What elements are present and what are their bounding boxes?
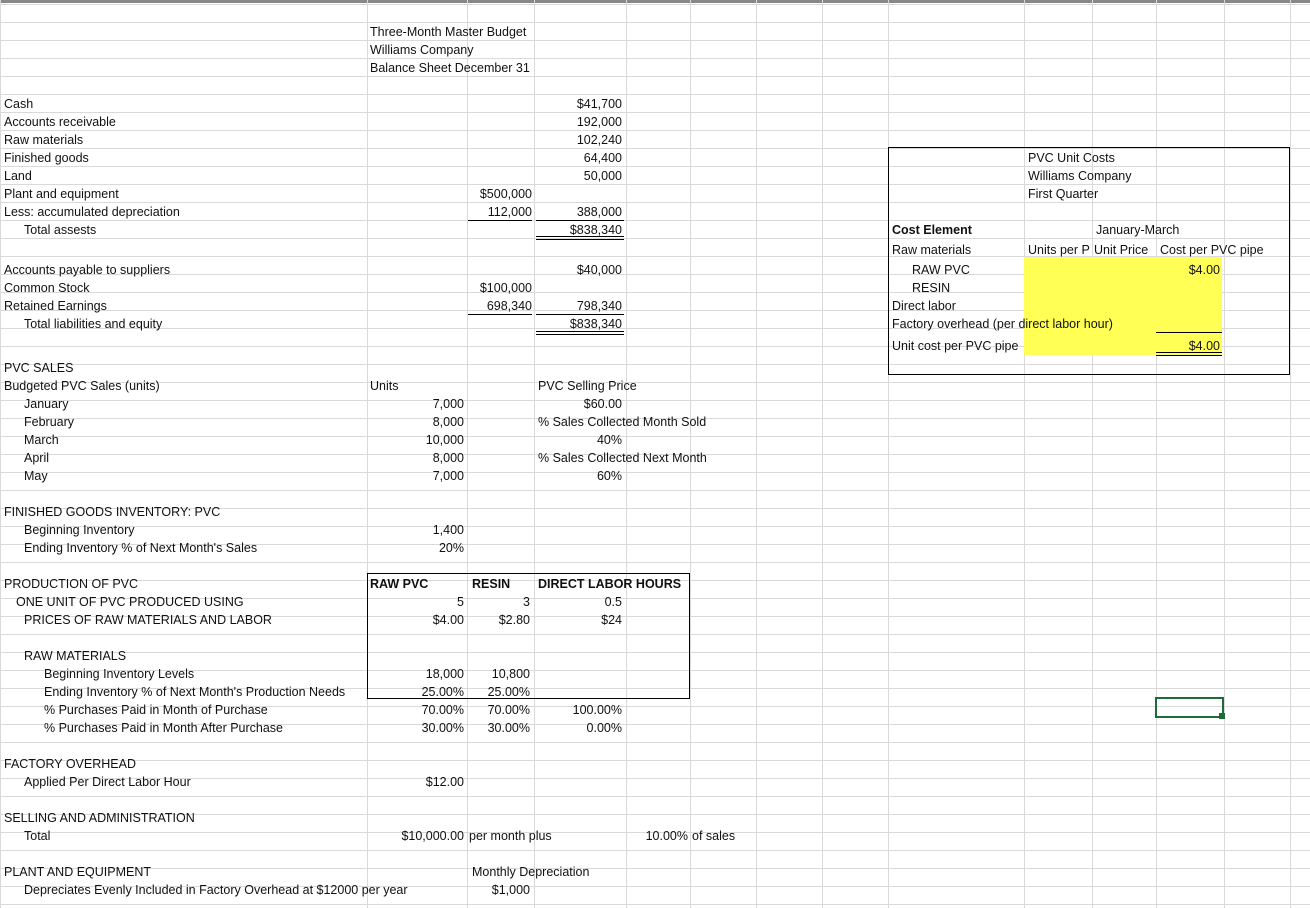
rm-end-resin: 25.00% bbox=[487, 685, 530, 699]
depreciation-label: Less: accumulated depreciation bbox=[4, 205, 180, 219]
prices-dlh: $24 bbox=[601, 613, 622, 627]
uc-raw-materials: Raw materials bbox=[892, 243, 972, 257]
raw-materials-section: RAW MATERIALS bbox=[24, 649, 127, 663]
total-le-value: $838,340 bbox=[569, 317, 622, 331]
total-equity-value: 798,340 bbox=[576, 299, 622, 313]
month-label: March bbox=[24, 433, 59, 447]
cash-label: Cash bbox=[4, 97, 34, 111]
rm-begin-resin: 10,800 bbox=[491, 667, 530, 681]
uc-cost-element: Cost Element bbox=[892, 223, 972, 237]
plant-dep-label: Depreciates Evenly Included in Factory Overhead at $12000 per year bbox=[24, 883, 408, 897]
grid-row-line bbox=[0, 850, 1310, 851]
uc-company: Williams Company bbox=[1028, 169, 1132, 183]
grid-row-line bbox=[0, 742, 1310, 743]
month-units: 7,000 bbox=[432, 469, 464, 483]
underline bbox=[468, 220, 532, 221]
paid-same-raw: 70.00% bbox=[421, 703, 464, 717]
production-section: PRODUCTION OF PVC bbox=[4, 577, 139, 591]
paid-same-dlh: 100.00% bbox=[572, 703, 622, 717]
using-dlh: 0.5 bbox=[604, 595, 622, 609]
selling-pct: 10.00% bbox=[645, 829, 688, 843]
overhead-applied-value: $12.00 bbox=[425, 775, 464, 789]
rm-begin-label: Beginning Inventory Levels bbox=[44, 667, 195, 681]
finished-goods-value: 64,400 bbox=[583, 151, 622, 165]
top-border bbox=[0, 0, 1310, 3]
month-units: 10,000 bbox=[425, 433, 464, 447]
grid-row-line bbox=[0, 400, 1310, 401]
col-direct-labor-hours: DIRECT LABOR HOURS bbox=[538, 577, 682, 591]
uc-col-units: Units per P bbox=[1028, 243, 1090, 257]
plant-value: $500,000 bbox=[479, 187, 532, 201]
col-resin: RESIN bbox=[472, 577, 511, 591]
paid-next-raw: 30.00% bbox=[421, 721, 464, 735]
paid-next-dlh: 0.00% bbox=[586, 721, 622, 735]
ar-value: 192,000 bbox=[576, 115, 622, 129]
overhead-applied-label: Applied Per Direct Labor Hour bbox=[24, 775, 191, 789]
uc-raw-pvc: RAW PVC bbox=[912, 263, 970, 277]
grid-row-line bbox=[0, 40, 1310, 41]
using-label: ONE UNIT OF PVC PRODUCED USING bbox=[16, 595, 244, 609]
month-units: 8,000 bbox=[432, 415, 464, 429]
selling-total-label: Total bbox=[24, 829, 51, 843]
grid-row-line bbox=[0, 112, 1310, 113]
retained-earnings-label: Retained Earnings bbox=[4, 299, 107, 313]
uc-col-cost: Cost per PVC pipe bbox=[1160, 243, 1264, 257]
grid-row-line bbox=[0, 382, 1310, 383]
grid-row-line bbox=[0, 490, 1310, 491]
using-raw: 5 bbox=[457, 595, 464, 609]
plant-section: PLANT AND EQUIPMENT bbox=[4, 865, 152, 879]
uc-resin: RESIN bbox=[912, 281, 951, 295]
double-underline bbox=[536, 236, 624, 240]
month-units: 7,000 bbox=[432, 397, 464, 411]
rm-end-label: Ending Inventory % of Next Month's Production Needs bbox=[44, 685, 346, 699]
selling-total-value: $10,000.00 bbox=[401, 829, 464, 843]
grid-row-line bbox=[0, 472, 1310, 473]
rm-begin-raw: 18,000 bbox=[425, 667, 464, 681]
grid-row-line bbox=[0, 526, 1310, 527]
grid-row-line bbox=[0, 796, 1310, 797]
budgeted-sales-label: Budgeted PVC Sales (units) bbox=[4, 379, 160, 393]
paid-next-label: % Purchases Paid in Month After Purchase bbox=[44, 721, 284, 735]
uc-title: PVC Unit Costs bbox=[1028, 151, 1115, 165]
grid-row-line bbox=[0, 778, 1310, 779]
net-plant-value: 388,000 bbox=[576, 205, 622, 219]
common-stock-label: Common Stock bbox=[4, 281, 90, 295]
uc-unit-cost-value: $4.00 bbox=[1188, 339, 1220, 353]
uc-factory-overhead: Factory overhead (per direct labor hour) bbox=[892, 317, 1113, 331]
land-label: Land bbox=[4, 169, 32, 183]
month-label: February bbox=[24, 415, 75, 429]
grid-row-line bbox=[0, 76, 1310, 77]
pvc-sales-section: PVC SALES bbox=[4, 361, 74, 375]
grid-row-line bbox=[0, 58, 1310, 59]
paid-same-resin: 70.00% bbox=[487, 703, 530, 717]
company-name: Williams Company bbox=[370, 43, 474, 57]
overhead-section: FACTORY OVERHEAD bbox=[4, 757, 136, 771]
uc-quarter: First Quarter bbox=[1028, 187, 1099, 201]
uc-col-price: Unit Price bbox=[1094, 243, 1149, 257]
plant-label: Plant and equipment bbox=[4, 187, 119, 201]
collected-same-value: 40% bbox=[596, 433, 622, 447]
selling-price-value: $60.00 bbox=[583, 397, 622, 411]
double-underline bbox=[1156, 352, 1222, 356]
selected-cell[interactable] bbox=[1155, 697, 1224, 718]
total-assets-value: $838,340 bbox=[569, 223, 622, 237]
ar-label: Accounts receivable bbox=[4, 115, 116, 129]
grid-row-line bbox=[0, 904, 1310, 905]
rm-end-raw: 25.00% bbox=[421, 685, 464, 699]
cash-value: $41,700 bbox=[576, 97, 622, 111]
underline bbox=[468, 314, 532, 315]
ap-label: Accounts payable to suppliers bbox=[4, 263, 171, 277]
fg-inventory-section: FINISHED GOODS INVENTORY: PVC bbox=[4, 505, 221, 519]
total-assets-label: Total assests bbox=[24, 223, 97, 237]
fg-end-value: 20% bbox=[438, 541, 464, 555]
month-units: 8,000 bbox=[432, 451, 464, 465]
monthly-dep-label: Monthly Depreciation bbox=[472, 865, 590, 879]
units-header: Units bbox=[370, 379, 399, 393]
grid-row-line bbox=[0, 868, 1310, 869]
land-value: 50,000 bbox=[583, 169, 622, 183]
underline bbox=[1156, 332, 1222, 333]
selling-of-sales: of sales bbox=[692, 829, 736, 843]
selling-section: SELLING AND ADMINISTRATION bbox=[4, 811, 195, 825]
grid-row-line bbox=[0, 4, 1310, 5]
common-stock-value: $100,000 bbox=[479, 281, 532, 295]
collected-next-label: % Sales Collected Next Month bbox=[538, 451, 707, 465]
grid-row-line bbox=[0, 436, 1310, 437]
budget-title: Three-Month Master Budget bbox=[370, 25, 527, 39]
prices-raw: $4.00 bbox=[432, 613, 464, 627]
selling-price-label: PVC Selling Price bbox=[538, 379, 637, 393]
paid-same-label: % Purchases Paid in Month of Purchase bbox=[44, 703, 268, 717]
paid-next-resin: 30.00% bbox=[487, 721, 530, 735]
uc-direct-labor: Direct labor bbox=[892, 299, 956, 313]
grid-row-line bbox=[0, 814, 1310, 815]
raw-materials-value: 102,240 bbox=[576, 133, 622, 147]
prices-label: PRICES OF RAW MATERIALS AND LABOR bbox=[24, 613, 272, 627]
fg-begin-label: Beginning Inventory bbox=[24, 523, 135, 537]
finished-goods-label: Finished goods bbox=[4, 151, 89, 165]
grid-row-line bbox=[0, 760, 1310, 761]
fg-begin-value: 1,400 bbox=[432, 523, 464, 537]
month-label: May bbox=[24, 469, 48, 483]
using-resin: 3 bbox=[523, 595, 530, 609]
ap-value: $40,000 bbox=[576, 263, 622, 277]
selling-per-month: per month plus bbox=[469, 829, 552, 843]
fill-handle[interactable] bbox=[1219, 713, 1225, 719]
col-raw-pvc: RAW PVC bbox=[370, 577, 429, 591]
month-label: January bbox=[24, 397, 69, 411]
total-le-label: Total liabilities and equity bbox=[24, 317, 163, 331]
fg-end-label: Ending Inventory % of Next Month's Sales bbox=[24, 541, 258, 555]
month-label: April bbox=[24, 451, 50, 465]
raw-materials-label: Raw materials bbox=[4, 133, 84, 147]
grid-row-line bbox=[0, 94, 1310, 95]
grid-row-line bbox=[0, 562, 1310, 563]
uc-period: January-March bbox=[1096, 223, 1180, 237]
uc-raw-pvc-cost: $4.00 bbox=[1188, 263, 1220, 277]
monthly-dep-value: $1,000 bbox=[491, 883, 530, 897]
depreciation-value: 112,000 bbox=[487, 205, 532, 219]
collected-next-value: 60% bbox=[596, 469, 622, 483]
collected-same-label: % Sales Collected Month Sold bbox=[538, 415, 707, 429]
uc-unit-cost: Unit cost per PVC pipe bbox=[892, 339, 1019, 353]
retained-earnings-value: 698,340 bbox=[486, 299, 532, 313]
balance-sheet-title: Balance Sheet December 31 bbox=[370, 61, 530, 75]
prices-resin: $2.80 bbox=[498, 613, 530, 627]
double-underline bbox=[536, 331, 624, 335]
grid-row-line bbox=[0, 130, 1310, 131]
grid-row-line bbox=[0, 22, 1310, 23]
